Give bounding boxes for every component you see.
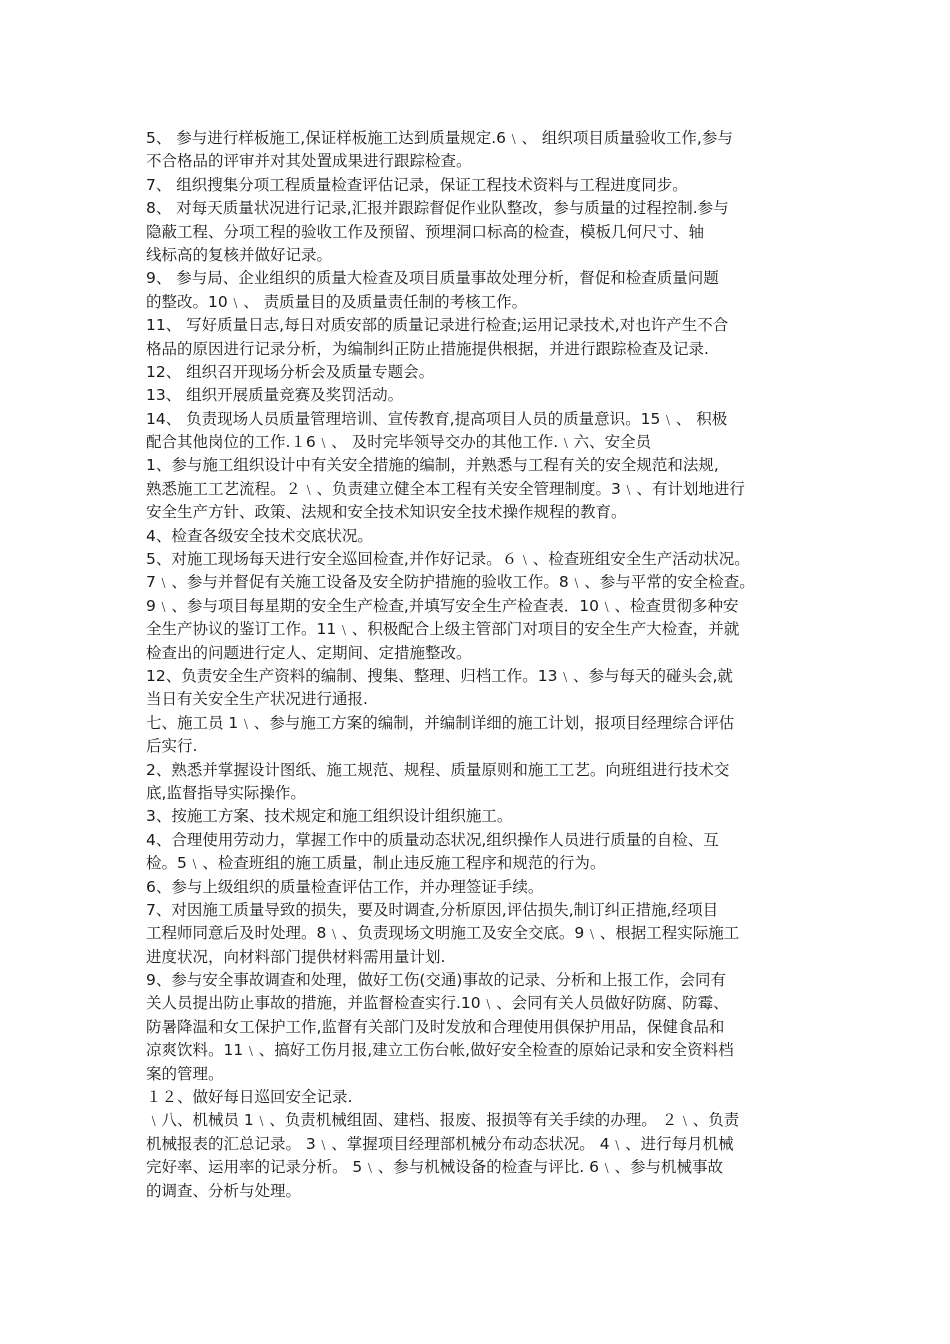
- text-line: 5、对施工现场每天进行安全巡回检查,并作好记录。６﹨、检查班组安全生产活动状况。: [146, 550, 750, 569]
- text-line: 12、 组织召开现场分析会及质量专题会。: [146, 362, 435, 381]
- text-line: ﹨八、机械员 1﹨、负责机械组固、建档、报废、报损等有关手续的办理。 ２﹨、负责: [146, 1111, 740, 1130]
- text-line: 防暑降温和女工保护工作,监督有关部门及时发放和合理使用俱保护用品，保健食品和: [146, 1017, 725, 1036]
- text-line: 格品的原因进行记录分析，为编制纠正防止措施提供根据，并进行跟踪检查及记录.: [146, 339, 709, 358]
- text-line: 机械报表的汇总记录。 3﹨、掌握项目经理部机械分布动态状况。 4﹨、进行每月机械: [146, 1134, 734, 1153]
- text-line: 线标高的复核并做好记录。: [146, 245, 333, 264]
- text-line: 6、参与上级组织的质量检查评估工作，并办理签证手续。: [146, 877, 544, 896]
- text-line: 1、参与施工组织设计中有关安全措施的编制，并熟悉与工程有关的安全规范和法规,: [146, 456, 719, 475]
- text-line: 案的管理。: [146, 1064, 224, 1083]
- text-line: 进度状况，向材料部门提供材料需用量计划.: [146, 947, 446, 966]
- text-line: 后实行.: [146, 737, 198, 756]
- text-line: 13、 组织开展质量竞赛及奖罚活动。: [146, 386, 404, 405]
- text-line: 2、熟悉并掌握设计图纸、施工规范、规程、质量原则和施工工艺。向班组进行技术交: [146, 760, 730, 779]
- text-line: 检。5﹨、检查班组的施工质量，制止违反施工程序和规范的行为。: [146, 854, 606, 873]
- text-line: 凉爽饮料。11﹨、搞好工伤月报,建立工伤台帐,做好安全检查的原始记录和安全资料档: [146, 1041, 734, 1060]
- text-line: 7﹨、参与并督促有关施工设备及安全防护措施的验收工作。8﹨、参与平常的安全检查。: [146, 573, 755, 592]
- text-line: 底,监督指导实际操作。: [146, 783, 306, 802]
- text-line: 不合格品的评审并对其处置成果进行跟踪检查。: [146, 152, 472, 171]
- text-line: 4、合理使用劳动力，掌握工作中的质量动态状况,组织操作人员进行质量的自检、互: [146, 830, 719, 849]
- text-line: 7、对因施工质量导致的损失，要及时调查,分析原因,评估损失,制订纠正措施,经项目: [146, 900, 719, 919]
- text-line: 9、 参与局、企业组织的质量大检查及项目质量事故处理分析，督促和检查质量问题: [146, 269, 719, 288]
- text-line: 全生产协议的鉴订工作。11﹨、积极配合上级主管部门对项目的安全生产大检查，并就: [146, 620, 740, 639]
- text-line: 12、负责安全生产资料的编制、搜集、整理、归档工作。13﹨、参与每天的碰头会,就: [146, 666, 733, 685]
- text-line: 3、按施工方案、技术规定和施工组织设计组织施工。: [146, 807, 513, 826]
- text-line: 9﹨、参与项目每星期的安全生产检查,并填写安全生产检查表．10﹨、检查贯彻多种安: [146, 596, 739, 615]
- text-line: 完好率、运用率的记录分析。 5﹨、参与机械设备的检查与评比. 6﹨、参与机械事故: [146, 1158, 724, 1177]
- text-line: 4、检查各级安全技术交底状况。: [146, 526, 373, 545]
- text-line: 的调查、分析与处理。: [146, 1181, 302, 1200]
- document-body: [146, 127, 816, 1203]
- text-line: 隐蔽工程、分项工程的验收工作及预留、预埋洞口标高的检查，模板几何尺寸、轴: [146, 222, 705, 241]
- text-line: 11、 写好质量日志,每日对质安部的质量记录进行检查;运用记录技术,对也许产生不合: [146, 316, 729, 335]
- text-line: 关人员提出防止事故的措施，并监督检查实行.10﹨、会同有关人员做好防腐、防霉、: [146, 994, 729, 1013]
- text-line: 安全生产方针、政策、法规和安全技术知识安全技术操作规程的教育。: [146, 503, 627, 522]
- text-line: 熟悉施工工艺流程。２﹨、负责建立健全本工程有关安全管理制度。3﹨、有计划地进行: [146, 479, 745, 498]
- text-line: 的整改。10﹨、 责质量目的及质量责任制的考核工作。: [146, 292, 528, 311]
- text-line: 配合其他岗位的工作.１6﹨、 及时完毕领导交办的其他工作.﹨六、安全员: [146, 433, 652, 452]
- text-line: 14、 负责现场人员质量管理培训、宣传教育,提高项目人员的质量意识。15﹨、 积极: [146, 409, 728, 428]
- text-line: 5、 参与进行样板施工,保证样板施工达到质量规定.6﹨、 组织项目质量验收工作,参与: [146, 129, 733, 147]
- text-line: 8、 对每天质量状况进行记录,汇报并跟踪督促作业队整改，参与质量的过程控制.参与: [146, 199, 729, 218]
- text-line: 检查出的问题进行定人、定期间、定措施整改。: [146, 643, 472, 662]
- text-line: 7、 组织搜集分项工程质量检查评估记录，保证工程技术资料与工程进度同步。: [146, 175, 688, 194]
- text-line: 当日有关安全生产状况进行通报.: [146, 690, 368, 709]
- text-line: 工程师同意后及时处理。8﹨、负责现场文明施工及安全交底。9﹨、根据工程实际施工: [146, 924, 740, 943]
- text-line: 七、施工员 1﹨、参与施工方案的编制，并编制详细的施工计划，报项目经理综合评估: [146, 713, 735, 732]
- text-line: 9、参与安全事故调查和处理，做好工伤(交通)事故的记录、分析和上报工作，会同有: [146, 971, 726, 990]
- text-line: １２、做好每日巡回安全记录.: [146, 1088, 353, 1107]
